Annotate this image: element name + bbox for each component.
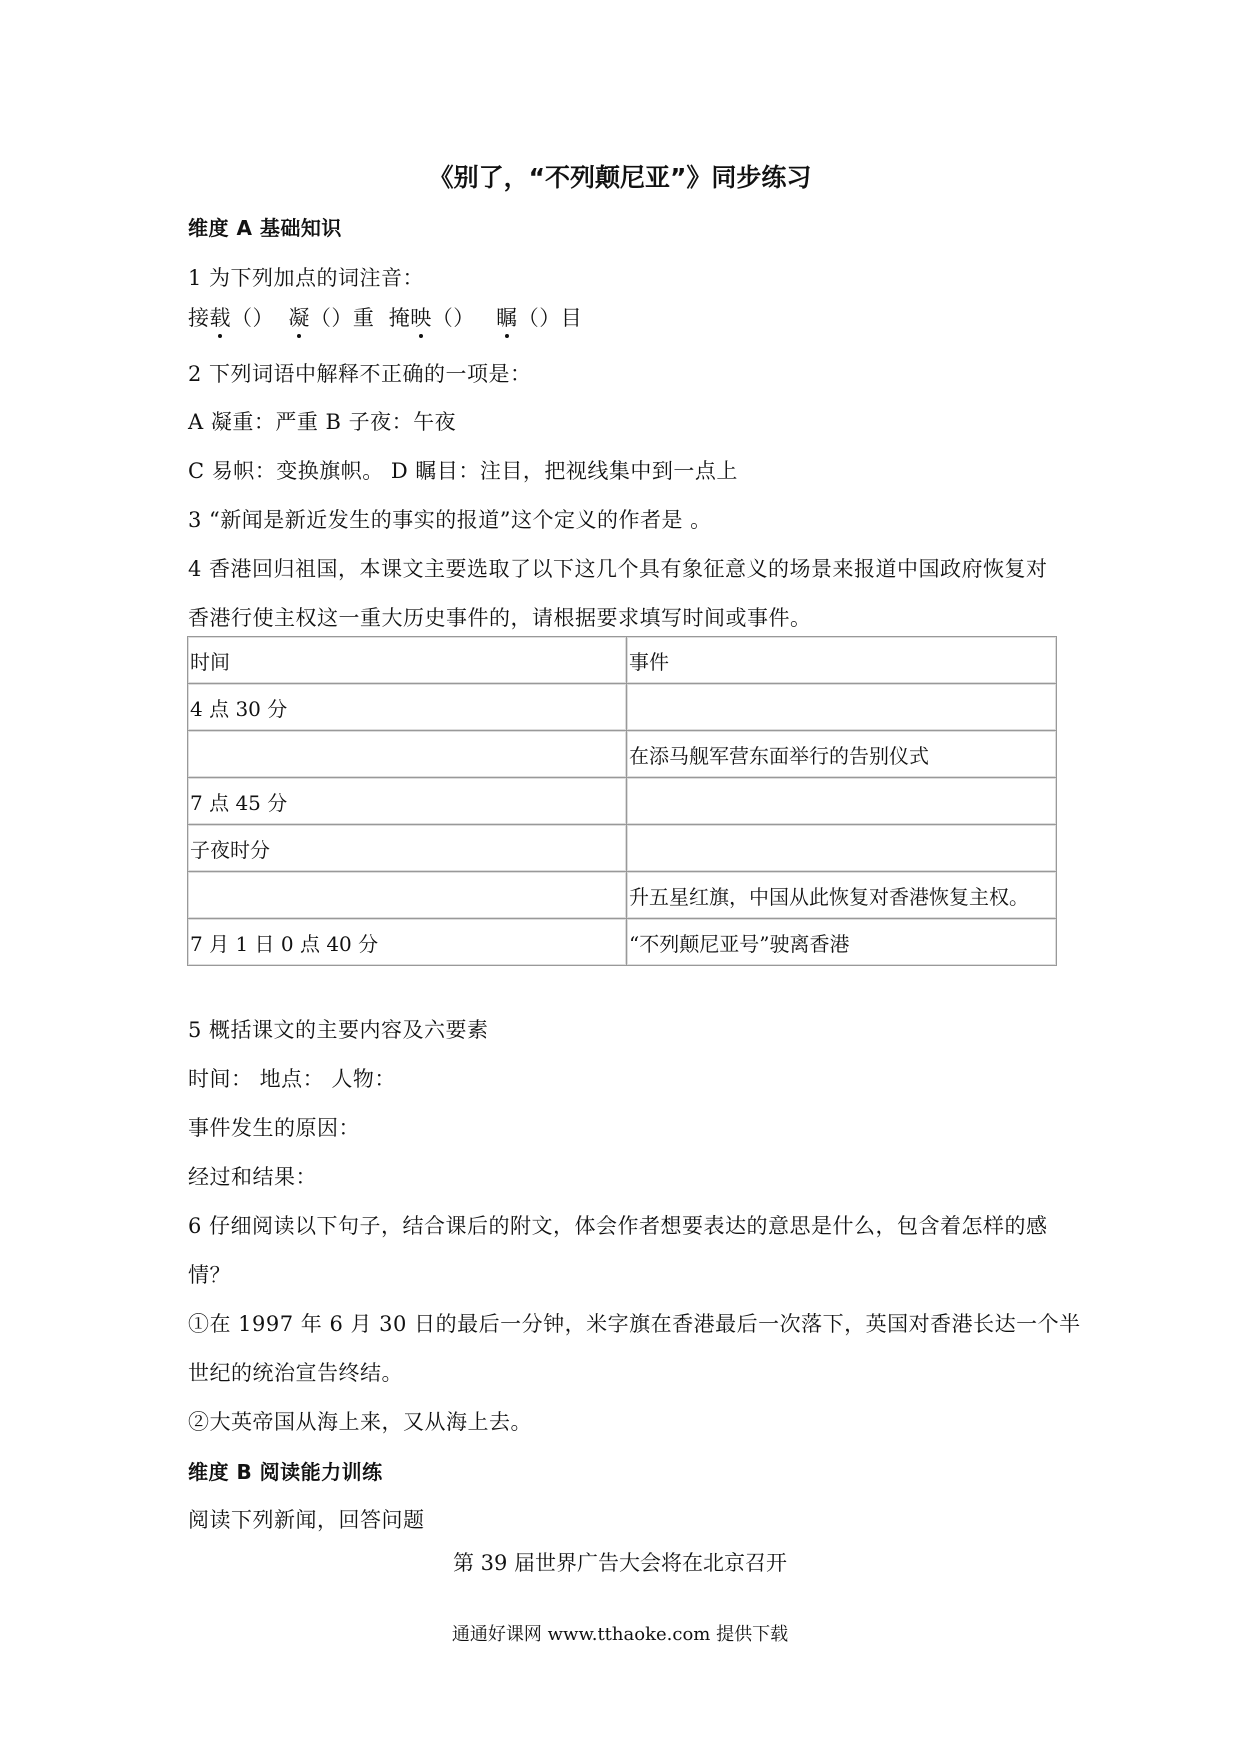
word-3-dotted: 映 [410, 302, 432, 332]
table-row [188, 872, 1057, 919]
word-4-plain: 目 [560, 306, 583, 330]
sentence-2: ②大英帝国从海上来，又从海上去。 [188, 1410, 532, 1434]
cell-event [627, 825, 1057, 872]
cell-event [627, 684, 1057, 731]
word-1-dotted: 载 [210, 302, 232, 332]
sentence-1-line-1: ①在 1997 年 6 月 30 日的最后一分钟，米字旗在香港最后一次落下，英国对香港长达一个半 [188, 1312, 1081, 1336]
cell-event: 在添马舰军营东面举行的告别仪式 [627, 731, 1057, 778]
question-5: 5 概括课文的主要内容及六要素 [188, 1018, 489, 1042]
word-4-dotted: 瞩 [496, 302, 518, 332]
table-row [188, 684, 1057, 731]
header-time: 时间 [188, 637, 627, 684]
cell-time: 7 月 1 日 0 点 40 分 [188, 919, 627, 966]
word-2-plain: 重 [352, 306, 375, 330]
page-footer: 通通好课网 www.tthaoke.com 提供下载 [451, 1624, 789, 1645]
question-1: 1 为下列加点的词注音： [188, 266, 425, 290]
sentence-1-line-2: 世纪的统治宣告终结。 [188, 1361, 403, 1385]
cell-time [188, 872, 627, 919]
question-2-options-ab: A 凝重：严重 B 子夜：午夜 [188, 410, 457, 434]
table-row [188, 778, 1057, 825]
cell-time [188, 731, 627, 778]
word-1-plain: 接 [188, 306, 210, 330]
question-2: 2 下列词语中解释不正确的一项是： [188, 362, 532, 386]
cell-event [627, 778, 1057, 825]
table-row [188, 731, 1057, 778]
word-3-plain: 掩 [388, 306, 411, 330]
question-5-result: 经过和结果： [188, 1165, 317, 1189]
blank-3: （） [431, 306, 475, 330]
word-2-dotted: 凝 [288, 302, 310, 332]
question-5-cause: 事件发生的原因： [188, 1116, 360, 1140]
blank-4: （） [517, 306, 561, 330]
question-4-line-2: 香港行使主权这一重大历史事件的，请根据要求填写时间或事件。 [188, 606, 812, 630]
news-title: 第 39 届世界广告大会将在北京召开 [452, 1551, 788, 1575]
page-title: 《别了，“不列颠尼亚”》同步练习 [428, 163, 812, 192]
reading-prompt: 阅读下列新闻，回答问题 [188, 1508, 425, 1532]
blank-2: （） [309, 306, 353, 330]
question-6-line-1: 6 仔细阅读以下句子，结合课后的附文，体会作者想要表达的意思是什么，包含着怎样的感 [188, 1214, 1048, 1238]
cell-time: 子夜时分 [188, 825, 627, 872]
table-header-row [188, 637, 1057, 684]
cell-time: 4 点 30 分 [188, 684, 627, 731]
events-table [187, 636, 1057, 966]
section-b-heading: 维度 B 阅读能力训练 [188, 1460, 383, 1484]
section-a-heading: 维度 A 基础知识 [188, 216, 342, 240]
question-4-line-1: 4 香港回归祖国，本课文主要选取了以下这几个具有象征意义的场景来报道中国政府恢复对 [188, 557, 1048, 581]
table-row [188, 919, 1057, 966]
question-3: 3 “新闻是新近发生的事实的报道”这个定义的作者是 。 [188, 508, 712, 532]
cell-time: 7 点 45 分 [188, 778, 627, 825]
blank-1: （） [231, 306, 274, 330]
cell-event: 升五星红旗，中国从此恢复对香港恢复主权。 [627, 872, 1057, 919]
table-row [188, 825, 1057, 872]
header-event: 事件 [627, 637, 1057, 684]
question-1-words [188, 302, 582, 332]
question-5-elements: 时间： 地点： 人物： [188, 1067, 396, 1091]
question-2-options-cd: C 易帜：变换旗帜。 D 瞩目：注目，把视线集中到一点上 [188, 459, 738, 483]
cell-event: “不列颠尼亚号”驶离香港 [627, 919, 1057, 966]
question-6-line-2: 情？ [188, 1263, 231, 1287]
